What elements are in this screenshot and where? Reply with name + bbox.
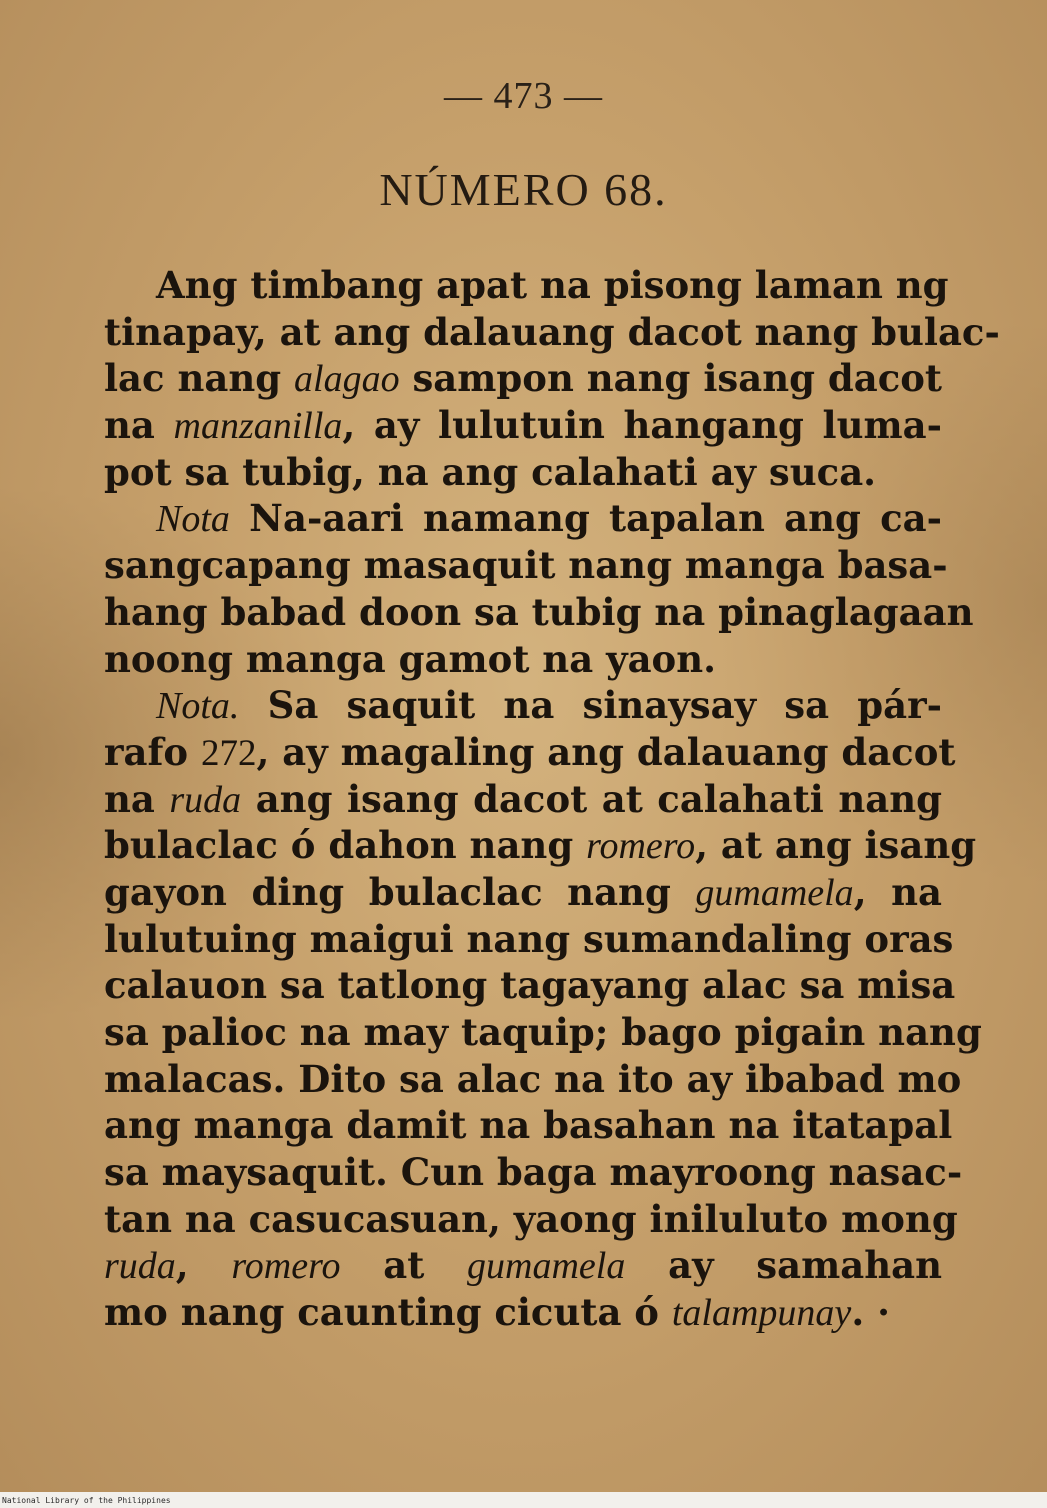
text-line: [104, 636, 942, 683]
text-line: [104, 869, 942, 916]
text-run: , ay lulutuin hangang luma-: [342, 403, 942, 448]
text-line: [104, 402, 942, 449]
body-text: [104, 262, 1000, 1336]
text-line: [104, 1149, 963, 1196]
text-line: [104, 495, 942, 542]
italic-term: manzanilla: [173, 405, 343, 448]
italic-term: alagao: [294, 358, 400, 401]
text-line: [104, 1102, 953, 1149]
page-number: — 473 —: [444, 75, 603, 117]
text-line: [104, 822, 977, 869]
text-run: lulutuing maigui nang sumandaling oras: [104, 916, 954, 961]
text-run: at: [340, 1243, 468, 1288]
text-run: sa maysaquit. Cun baga mayroong nasac-: [104, 1150, 963, 1195]
text-line: [104, 1056, 962, 1103]
section-heading: NÚMERO 68.: [379, 164, 668, 215]
text-run: ay samahan: [625, 1243, 943, 1288]
text-run: pot sa tubig, na ang calahati ay suca.: [104, 449, 877, 494]
text-run: noong manga gamot na yaon.: [104, 636, 716, 681]
italic-term: talampunay: [671, 1292, 852, 1335]
text-run: bulaclac ó dahon nang: [104, 823, 587, 868]
text-run: , na: [853, 869, 942, 914]
text-line: [104, 1242, 942, 1289]
text-line: [104, 542, 948, 589]
text-run: na: [104, 776, 170, 821]
text-run: hang babad doon sa tubig na pinaglagaan: [104, 589, 974, 634]
text-line: [104, 589, 974, 636]
text-line: [104, 262, 949, 309]
text-run: malacas. Dito sa alac na ito ay ibabad mo: [104, 1056, 962, 1101]
text-line: [104, 1009, 982, 1056]
text-run: Na-aari namang tapalan ang ca-: [229, 496, 942, 541]
italic-term: romero: [231, 1245, 341, 1288]
text-run: ang isang dacot at calahati nang: [241, 776, 943, 821]
text-line: [104, 962, 956, 1009]
text-line: [104, 449, 942, 496]
text-run: gayon ding bulaclac nang: [104, 869, 696, 914]
text-run: tinapay, at ang dalauang dacot nang bulac-: [104, 309, 1000, 354]
italic-term: Nota: [156, 498, 230, 541]
text-line: [104, 1289, 942, 1336]
text-run: . ·: [851, 1290, 890, 1335]
text-line: [104, 309, 1000, 356]
text-run: calauon sa tatlong tagayang alac sa misa: [104, 963, 956, 1008]
text-line: [104, 776, 942, 823]
text-run: Ang timbang apat na pisong laman ng: [156, 263, 949, 307]
italic-term: ruda: [169, 778, 242, 821]
text-run: sampon nang isang dacot: [399, 356, 943, 401]
library-credit: National Library of the Philippines: [2, 1496, 171, 1505]
text-run: mo nang caunting cicuta ó: [104, 1290, 672, 1335]
text-line: [104, 355, 942, 402]
text-run: ang manga damit na basahan na itatapal: [104, 1103, 953, 1148]
text-run: tan na casucasuan, yaong iniluluto mong: [104, 1196, 958, 1241]
text-line: [104, 916, 954, 963]
text-run: rafo: [104, 729, 201, 774]
italic-term: ruda: [104, 1245, 176, 1288]
text-run: lac nang: [104, 356, 295, 401]
italic-term: Nota.: [156, 685, 240, 728]
text-line: [104, 682, 942, 729]
text-run: 272: [200, 732, 257, 774]
text-run: sa palioc na may taquip; bago pigain nang: [104, 1010, 982, 1054]
text-line: [104, 1196, 958, 1243]
text-run: sangcapang masaquit nang manga basa-: [104, 543, 948, 588]
italic-term: gumamela: [695, 871, 854, 914]
text-run: , at ang isang: [695, 823, 977, 868]
italic-term: gumamela: [467, 1245, 626, 1288]
text-line: [104, 729, 956, 776]
text-run: , ay magaling ang dalauang dacot: [256, 729, 956, 774]
text-run: ,: [175, 1243, 232, 1288]
text-run: Sa saquit na sinaysay sa pár-: [239, 683, 942, 728]
text-run: na: [104, 403, 174, 448]
italic-term: romero: [586, 825, 696, 868]
